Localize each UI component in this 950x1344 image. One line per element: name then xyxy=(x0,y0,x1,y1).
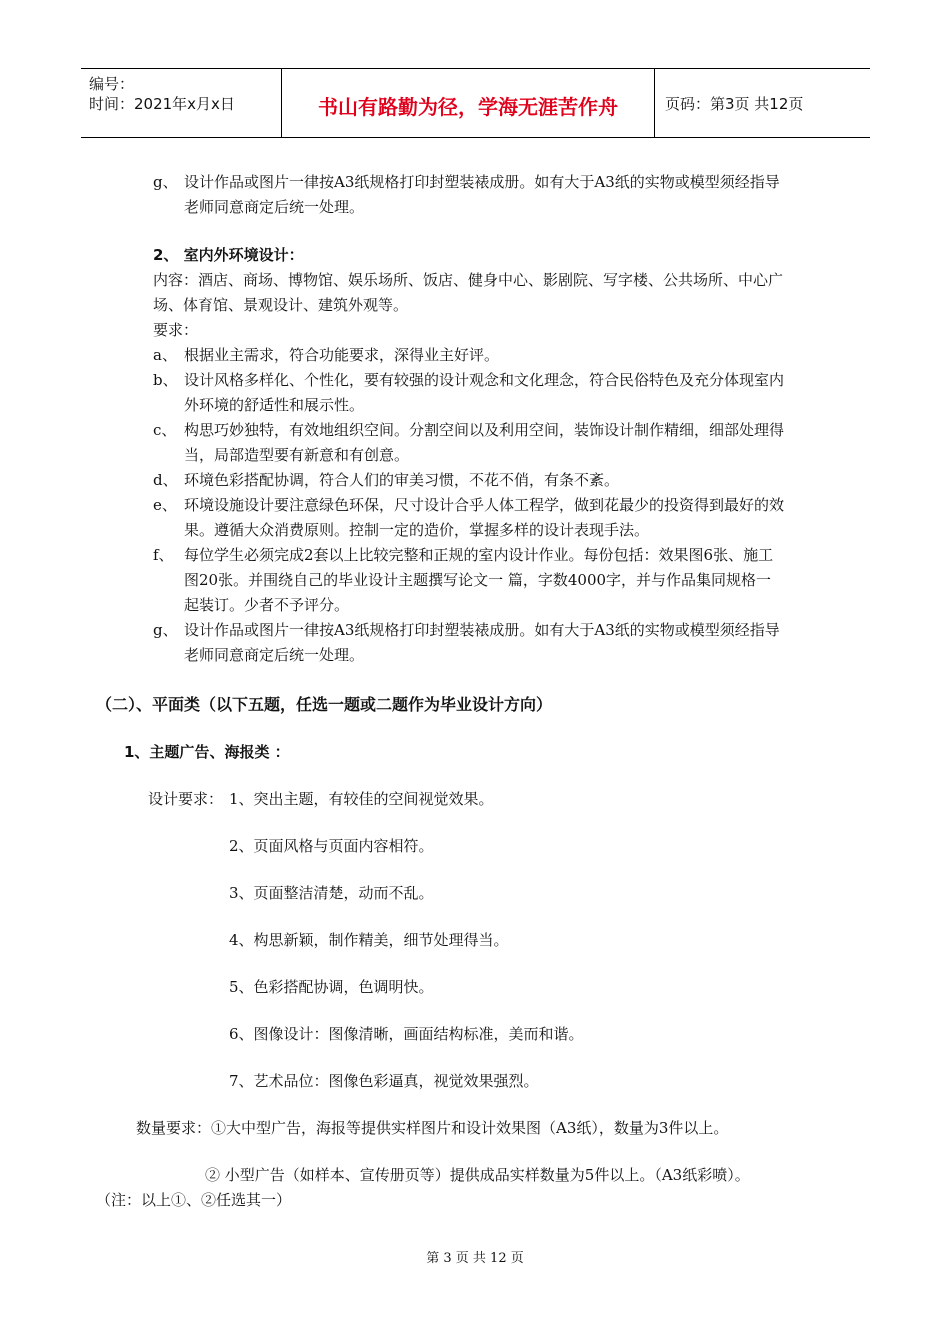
item-label: b、 xyxy=(153,371,178,389)
header-motto: 书山有路勤为径，学海无涯苦作舟 xyxy=(318,95,618,119)
item-text-line: 设计作品或图片一律按A3纸规格打印封塑装裱成册。如有大于A3纸的实物或模型须经指导 xyxy=(184,173,780,191)
design-requirements-label: 设计要求： xyxy=(148,790,224,808)
requirement-item: 4、构思新颖，制作精美，细节处理得当。 xyxy=(229,931,509,949)
header-right-cell xyxy=(655,69,870,137)
item-text-line: 图20张。并围绕自己的毕业设计主题撰写论文一 篇，字数4000字，并与作品集同规格一 xyxy=(184,571,772,589)
item-text-line: 每位学生必须完成2套以上比较完整和正规的室内设计作业。每份包括：效果图6张、施工 xyxy=(184,546,774,564)
page-header xyxy=(81,68,870,138)
section-heading: 2、 室内外环境设计： xyxy=(153,246,304,264)
item-text-line: 环境设施设计要注意绿色环保，尺寸设计合乎人体工程学，做到花最少的投资得到最好的效 xyxy=(184,496,785,514)
item-text-line: 外环境的舒适性和展示性。 xyxy=(184,396,365,414)
document-number-label: 编号： xyxy=(89,75,135,93)
item-label: g、 xyxy=(153,621,178,639)
item-label: c、 xyxy=(153,421,177,439)
requirement-item: 6、图像设计：图像清晰，画面结构标准，美而和谐。 xyxy=(229,1025,584,1043)
item-label: e、 xyxy=(153,496,177,514)
item-label: f、 xyxy=(153,546,174,564)
requirement-item: 7、艺术品位：图像色彩逼真，视觉效果强烈。 xyxy=(229,1072,539,1090)
item-text-line: 老师同意商定后统一处理。 xyxy=(184,198,365,216)
item-label: g、 xyxy=(153,173,178,191)
content-text-line: 内容：酒店、商场、博物馆、娱乐场所、饭店、健身中心、影剧院、写字楼、公共场所、中心广 xyxy=(153,271,784,289)
item-text-line: 环境色彩搭配协调，符合人们的审美习惯，不花不俏，有条不紊。 xyxy=(184,471,620,489)
requirement-item: 5、色彩搭配协调，色调明快。 xyxy=(229,978,434,996)
page-footer: 第 3 页 共 12 页 xyxy=(426,1251,524,1266)
item-text-line: 果。遵循大众消费原则。控制一定的造价，掌握多样的设计表现手法。 xyxy=(184,521,650,539)
part-heading: （二）、平面类（以下五题，任选一题或二题作为毕业设计方向） xyxy=(96,695,553,714)
item-text-line: 设计作品或图片一律按A3纸规格打印封塑装裱成册。如有大于A3纸的实物或模型须经指导 xyxy=(184,621,780,639)
item-text-line: 设计风格多样化、个性化，要有较强的设计观念和文化理念，符合民俗特色及充分体现室内 xyxy=(184,371,785,389)
item-text-line: 起装订。少者不予评分。 xyxy=(184,596,350,614)
header-left-cell xyxy=(81,69,282,137)
item-label: a、 xyxy=(153,346,177,364)
note-text: （注：以上①、②任选其一） xyxy=(96,1191,292,1209)
quantity-requirement-line: ② 小型广告（如样本、宣传册页等）提供成品实样数量为5件以上。（A3纸彩喷）。 xyxy=(205,1166,750,1184)
header-page-info: 页码：第3页 共12页 xyxy=(665,95,804,113)
requirement-item: 1、突出主题，有较佳的空间视觉效果。 xyxy=(229,790,494,808)
requirements-label: 要求： xyxy=(153,321,199,339)
item-text-line: 当，局部造型要有新意和有创意。 xyxy=(184,446,410,464)
item-text-line: 构思巧妙独特，有效地组织空间。分割空间以及利用空间，装饰设计制作精细，细部处理得 xyxy=(184,421,785,439)
requirement-item: 2、页面风格与页面内容相符。 xyxy=(229,837,434,855)
item-label: d、 xyxy=(153,471,178,489)
item-text-line: 老师同意商定后统一处理。 xyxy=(184,646,365,664)
content-text-line: 场、体育馆、景观设计、建筑外观等。 xyxy=(153,296,409,314)
document-time-label: 时间：2021年x月x日 xyxy=(89,95,235,113)
item-text-line: 根据业主需求，符合功能要求，深得业主好评。 xyxy=(184,346,500,364)
header-middle-cell xyxy=(282,69,655,137)
quantity-requirement-line: 数量要求：①大中型广告，海报等提供实样图片和设计效果图（A3纸），数量为3件以上。 xyxy=(136,1119,729,1137)
requirement-item: 3、页面整洁清楚，动而不乱。 xyxy=(229,884,434,902)
subsection-heading: 1、主题广告、海报类 ： xyxy=(124,743,290,761)
